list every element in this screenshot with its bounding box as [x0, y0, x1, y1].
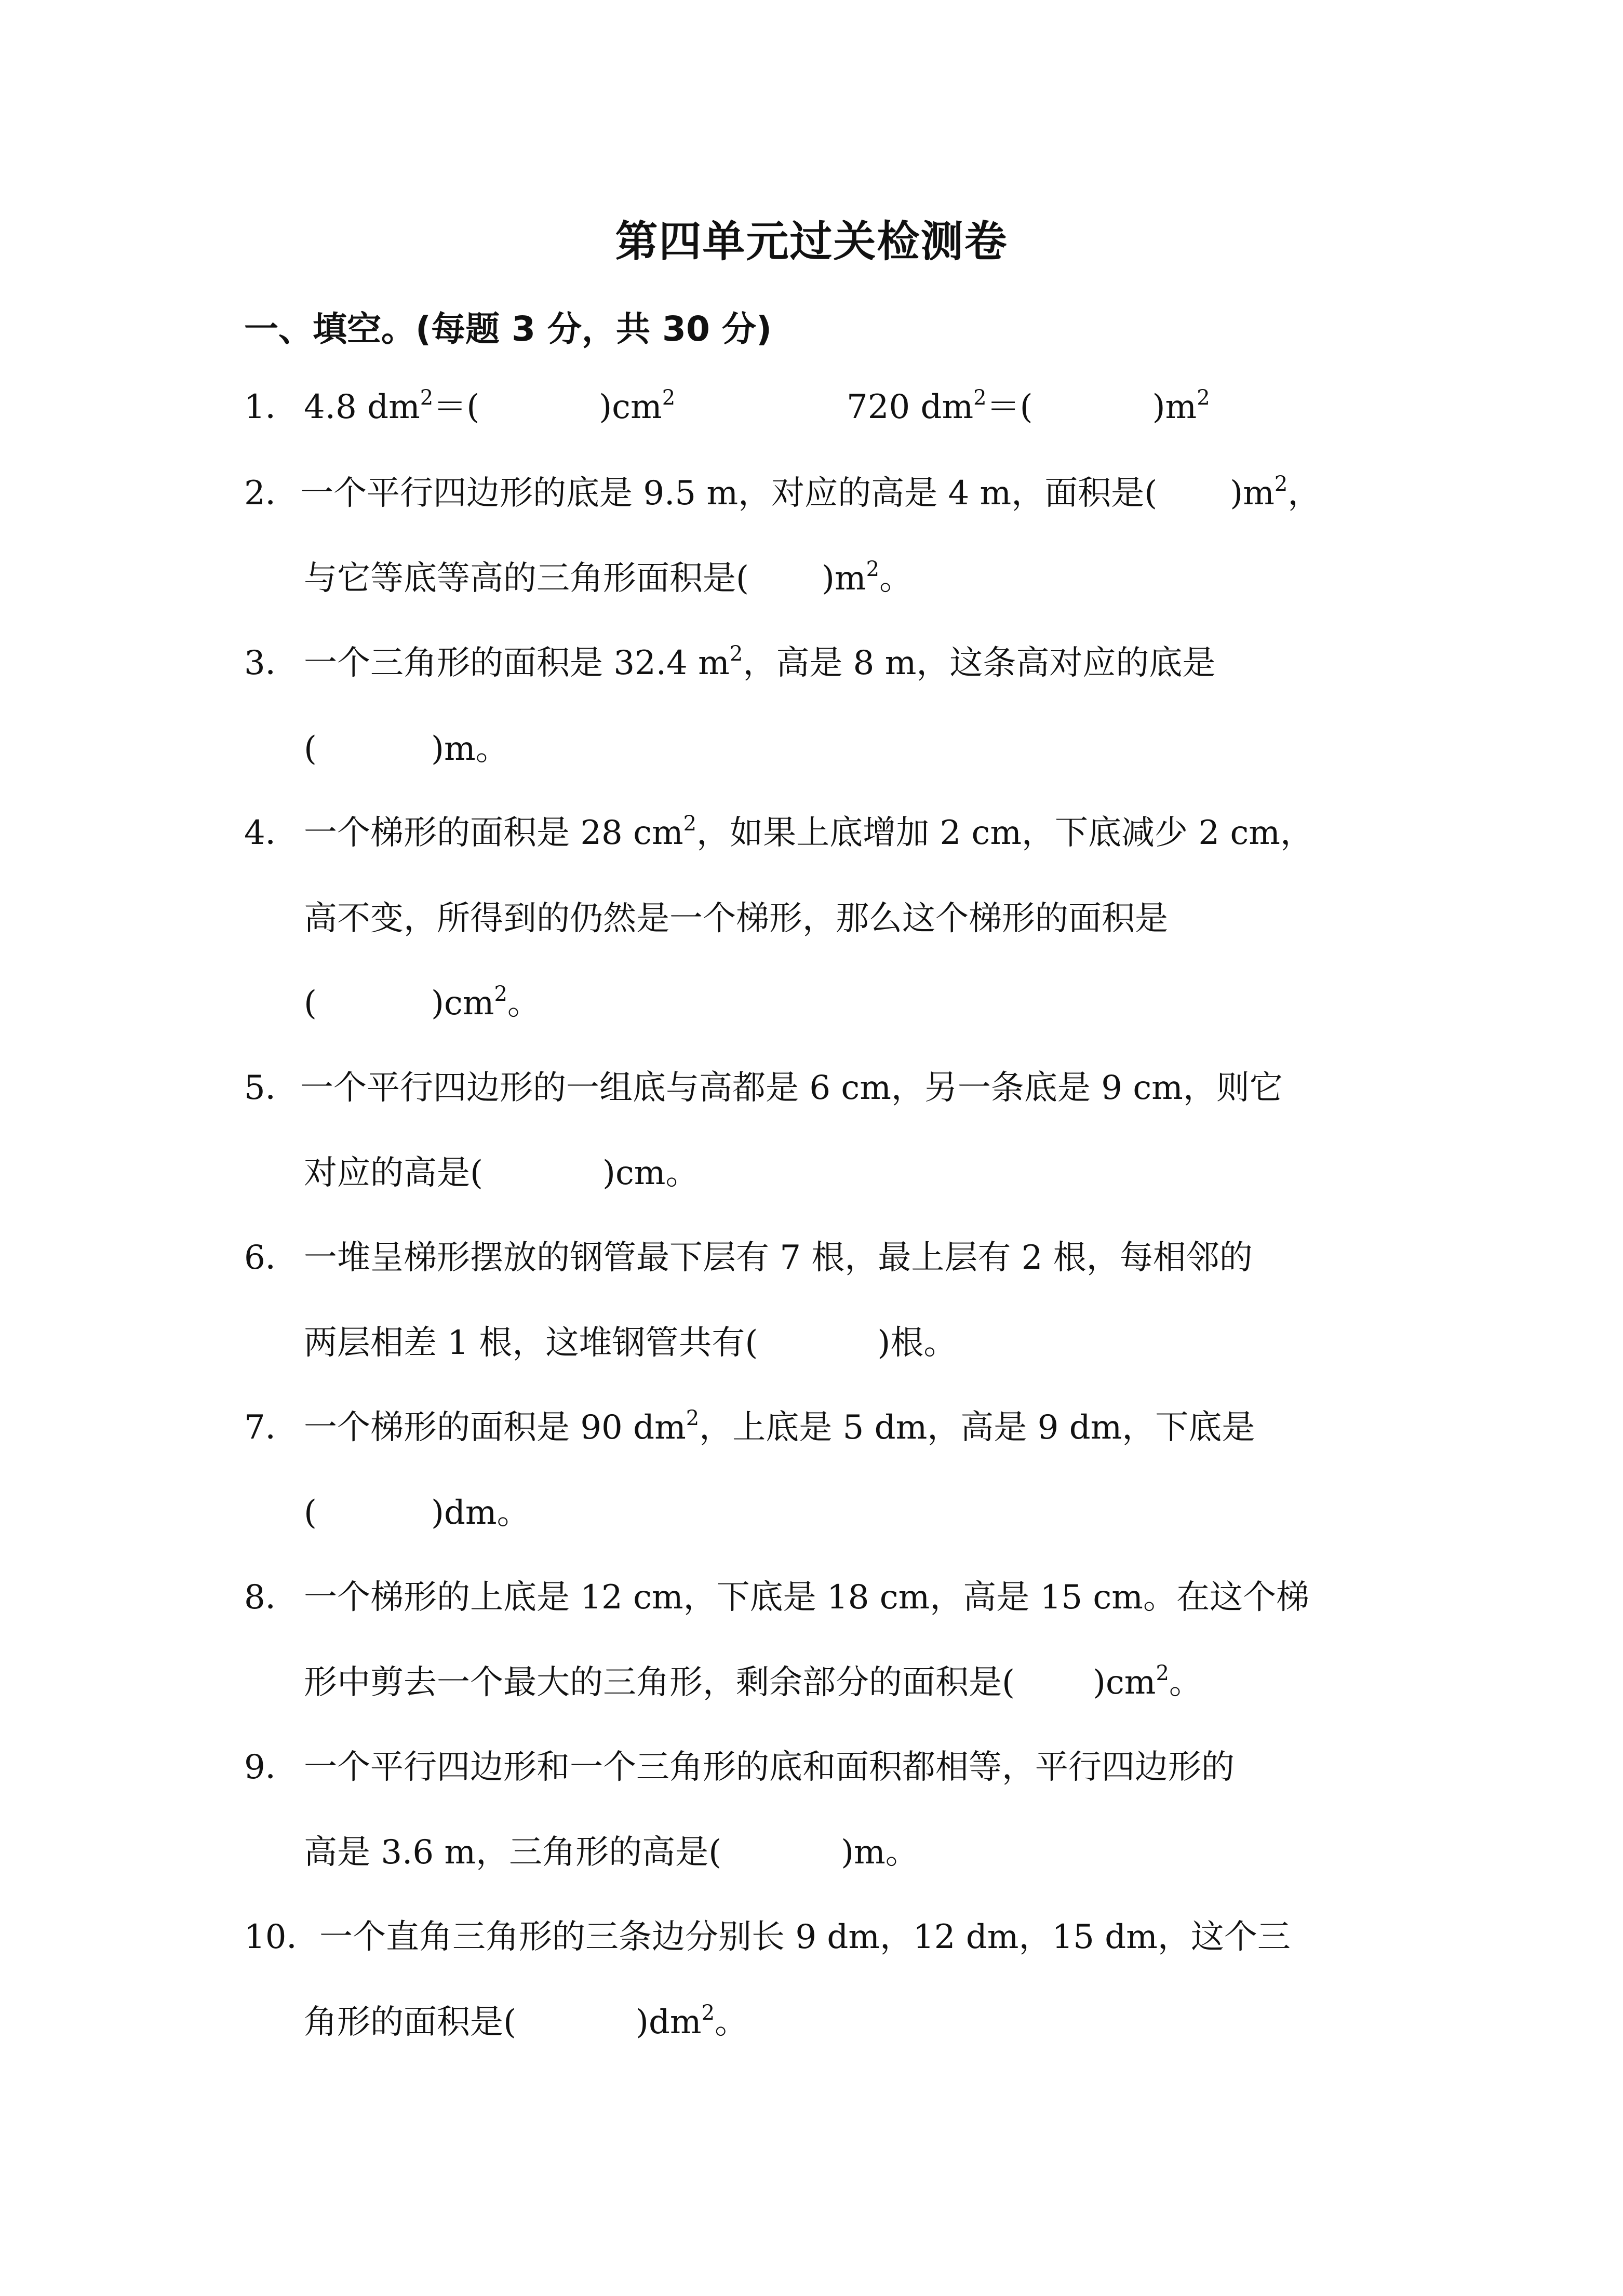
question-number: 6．	[244, 1239, 299, 1277]
question-1-part-a: 4.8 $dm^2=$( )$cm^2$	[304, 386, 676, 426]
question-9-line-1: 一个平行四边形和一个三角形的底和面积都相等，平行四边形的	[304, 1748, 1235, 1787]
question-number: 4．	[244, 814, 299, 852]
page-title: 第四单元过关检测卷	[615, 217, 1008, 266]
question-number: 1．	[244, 388, 299, 426]
question-4-line-2: 高不变，所得到的仍然是一个梯形，那么这个梯形的面积是	[304, 899, 1168, 938]
question-4-line-3: ( )$cm^2$。	[304, 982, 541, 1023]
question-7-line-1: 一个梯形的面积是 90 $dm^2$，上底是 5 dm，高是 9 dm，下底是	[304, 1406, 1255, 1447]
question-6-line-1: 一堆呈梯形摆放的钢管最下层有 7 根，最上层有 2 根，每相邻的	[304, 1239, 1253, 1277]
question-5-line-1: 一个平行四边形的一组底与高都是 6 cm，另一条底是 9 cm，则它	[300, 1069, 1283, 1107]
question-10-line-1: 一个直角三角形的三条边分别长 9 dm，12 dm，15 dm，这个三	[319, 1918, 1291, 1956]
question-10-line-2: 角形的面积是( )$dm^2$。	[304, 2001, 748, 2042]
question-number: 10．	[244, 1918, 320, 1956]
question-9-line-2: 高是 3.6 m，三角形的高是( )m。	[304, 1833, 919, 1872]
question-number: 3．	[244, 644, 299, 682]
question-3-line-2: ( )m。	[304, 730, 509, 768]
question-number: 7．	[244, 1408, 299, 1447]
question-2-line-2: 与它等底等高的三角形面积是( )$m^2$。	[304, 557, 913, 598]
question-7-line-2: ( )dm。	[304, 1494, 530, 1532]
question-number: 2．	[244, 474, 299, 513]
question-5-line-2: 对应的高是( )cm。	[304, 1154, 699, 1192]
question-number: 9．	[244, 1748, 299, 1787]
question-3-line-1: 一个三角形的面积是 32.4 $m^2$，高是 8 m，这条高对应的底是	[304, 642, 1216, 682]
question-8-line-1: 一个梯形的上底是 12 cm，下底是 18 cm，高是 15 cm。在这个梯	[304, 1578, 1309, 1617]
question-2-line-1: 一个平行四边形的底是 9.5 m，对应的高是 4 m，面积是( )$m^2$，	[300, 472, 1321, 513]
question-number: 8．	[244, 1578, 299, 1617]
section-heading: 一、填空。(每题 3 分，共 30 分)	[244, 309, 772, 349]
question-8-line-2: 形中剪去一个最大的三角形，剩余部分的面积是( )$cm^2$。	[304, 1661, 1202, 1702]
question-6-line-2: 两层相差 1 根，这堆钢管共有( )根。	[304, 1324, 957, 1362]
question-1-part-b: 720 $dm^2=$( )$m^2$	[847, 386, 1210, 426]
question-4-line-1: 一个梯形的面积是 28 $cm^2$，如果上底增加 2 cm，下底减少 2 cm，	[304, 812, 1313, 852]
question-number: 5．	[244, 1069, 299, 1107]
